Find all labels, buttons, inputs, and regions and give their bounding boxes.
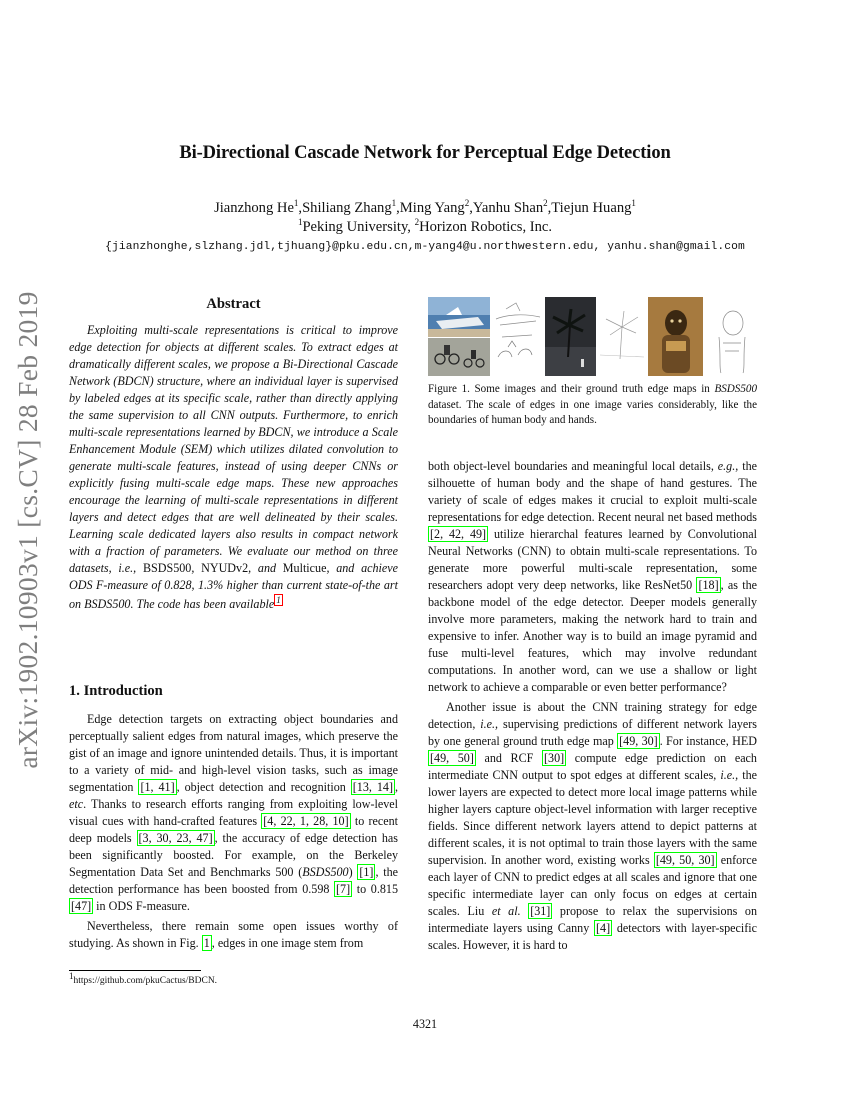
figure-1-caption: Figure 1. Some images and their ground truth edge maps in BSDS500 dataset. The scale of edges in one image varies considerably, like the boundaries of human body and hands. (428, 383, 757, 426)
abstract-text: i.e., (118, 561, 137, 575)
dataset-name: NYUDv2 (201, 561, 249, 575)
author-name: Jianzhong He (214, 200, 294, 216)
affil-mark: 1 (631, 198, 636, 209)
author-list (0, 199, 850, 218)
citation-link[interactable]: [1, 41] (140, 780, 175, 794)
footnote (69, 971, 218, 987)
dataset-name: BSDS500 (136, 561, 192, 575)
citation-link[interactable]: [49, 50, 30] (655, 853, 715, 867)
abstract-text: , (191, 561, 202, 575)
author-name: ,Yanhu Shan (469, 200, 544, 216)
affiliations (0, 218, 850, 237)
citation-link[interactable]: [49, 30] (619, 734, 658, 748)
footnote-number: 1 (69, 971, 74, 981)
affil-mark: 2 (464, 198, 470, 209)
dataset-name: Multicue (282, 561, 327, 575)
figure-photo-beach (428, 297, 490, 376)
footnote-link[interactable]: 1 (276, 595, 281, 605)
figure-1 (428, 297, 758, 376)
affil-mark: 1 (391, 198, 397, 209)
author-emails: {jianzhonghe,slzhang.jdl,tjhuang}@pku.edu.cn,m-yang4@u.northwestern.edu, yanhu.shan@gmail.com (105, 241, 745, 253)
abstract-text: , and (248, 561, 283, 575)
introduction-body: Edge detection targets on extracting object boundaries and perceptually salient edges from natural images, which preserve the gist of an image and ignore unintended details. Thus, it is important to a variety of mid- and high-level vision tasks, such as image segmentation [1, 41] , object detection and recognition [13, 14] , etc. Thanks to research efforts ranging from exploiting low-level visual cues with hand-crafted features [4, 22, 1, 28, 10] to recent deep models [3, 30, 23, 47] , the accuracy of edge detection has been significantly boosted. For example, on the Berkeley Segmentation Data Set and Benchmarks 500 (BSDS500) [1] , the detection performance has been boosted from 0.598 [7] to 0.815 [47] in ODS F-measure. Nevertheless, there remain some open issues worthy of studying. As shown in Fig. 1 , edges in one image stem from (69, 712, 399, 950)
figure-edgemap-beach (492, 297, 544, 376)
citation-link[interactable]: [3, 30, 23, 47] (138, 831, 213, 845)
paper-title: Bi-Directional Cascade Network for Perceptual Edge Detection (179, 143, 671, 163)
section-heading-introduction: 1. Introduction (69, 683, 163, 699)
page-number: 4321 (412, 1017, 438, 1031)
author-name: ,Ming Yang (396, 200, 465, 216)
affil-mark: 2 (543, 198, 548, 209)
figure-photo-palm (545, 297, 596, 376)
right-column-body: both object-level boundaries and meaningful local details, e.g., the silhouette of human body and the shape of hand gestures. The variety of scale of edges makes it crucial to exploit multi-scale representations for edge detection. Recent neural net based methods [2, 42, 49] utilize hierarchal features learned by Convolutional Neural Networks (CNN) to obtain multi-scale representations. To generate more powerful multi-scale representation, some researchers adopt very deep networks, like ResNet50 [18] , as the backbone model of the edge detector. Deeper models generally involve more parameters, making the network hard to train and expensive to infer. Another way is to build an image pyramid and fuse multi-level features, which may involve redundant computations. In another word, can we use a shallow or light network to achieve a comparable or even better performance? Another issue is about the CNN training strategy for edge detection, i.e., supervising predictions of different network layers by one general ground truth edge map [49, 30] . For instance, HED [49, 50] and RCF [30] compute edge prediction on each intermediate CNN output to spot edges at different scales, i.e., the lower layers are expected to detect more local image patterns while higher layers capture object-level information with larger receptive fields. Since different network layers attend to depict patterns at different scales, it is not optimal to train those layers with the same supervision. In another word, existing works [49, 50, 30] enforce each layer of CNN to predict edges at all scales and ignore that one specific intermediate layer can only focus on edges at certain scales. Liu et al. [31] propose to relax the supervisions on intermediate layers using Canny [4] detectors with layer-specific scales. However, it is hard to (428, 459, 758, 952)
citation-link[interactable]: [47] (71, 899, 92, 913)
citation-link[interactable]: [13, 14] (352, 780, 393, 794)
citation-link[interactable]: [30] (544, 751, 565, 765)
footnote-rule (69, 970, 201, 971)
abstract-text: Exploiting multi-scale representations is critical to improve edge detection for objects at different scales. To extract edges at dramatically different scales, we propose a Bi-Directional Cascade Network (BDCN) structure, where an individual layer is supervised by labeled edges at its specific scale, rather than directly applying the same supervision to all CNN outputs. Furthermore, to enrich multi-scale representations learned by BDCN, we introduce a Scale Enhancement Module (SEM) which utilizes dilated convolution to generate multi-scale features, instead of using deeper CNNs or explicitly fusing multi-scale edge maps. These new approaches encourage the learning of multi-scale representations in different layers and detect edges that are well delineated by their scales. Learning scale dedicated layers also results in compact network with a fraction of parameters. We evaluate our method on three datasets, (69, 323, 398, 575)
affil-mark: 1 (297, 217, 303, 228)
abstract-body (69, 322, 398, 613)
abstract-text: , and achieve ODS F-measure of 0.828, 1.3% higher than current state-of-the art on BSDS500. The code has been available (69, 561, 399, 612)
author-name: ,Shiliang Zhang (298, 200, 392, 216)
citation-link[interactable]: [18] (698, 578, 719, 592)
arxiv-stamp: arXiv:1902.10903v1 [cs.CV] 28 Feb 2019 (12, 291, 43, 769)
citation-link[interactable]: [49, 50] (430, 751, 474, 765)
affil-mark: 1 (293, 198, 299, 209)
citation-link[interactable]: [4, 22, 1, 28, 10] (263, 814, 349, 828)
author-name: ,Tiejun Huang (547, 200, 632, 216)
affil-mark: 2 (414, 217, 420, 228)
figure-link[interactable]: 1 (203, 936, 210, 950)
affiliation-text: Peking University, (302, 219, 415, 235)
citation-link[interactable]: [7] (336, 882, 351, 896)
figure-edgemap-palm (598, 297, 646, 376)
citation-link[interactable]: [31] (530, 904, 551, 918)
figure-photo-statue (648, 297, 703, 376)
citation-link[interactable]: [1] (359, 865, 374, 879)
abstract-heading: Abstract (206, 296, 261, 312)
footnote-url[interactable]: https://github.com/pkuCactus/BDCN. (73, 976, 218, 987)
affiliation-text: Horizon Robotics, Inc. (419, 219, 553, 235)
citation-link[interactable]: [4] (596, 921, 611, 935)
citation-link[interactable]: [2, 42, 49] (430, 527, 487, 541)
figure-edgemap-statue (705, 297, 758, 376)
